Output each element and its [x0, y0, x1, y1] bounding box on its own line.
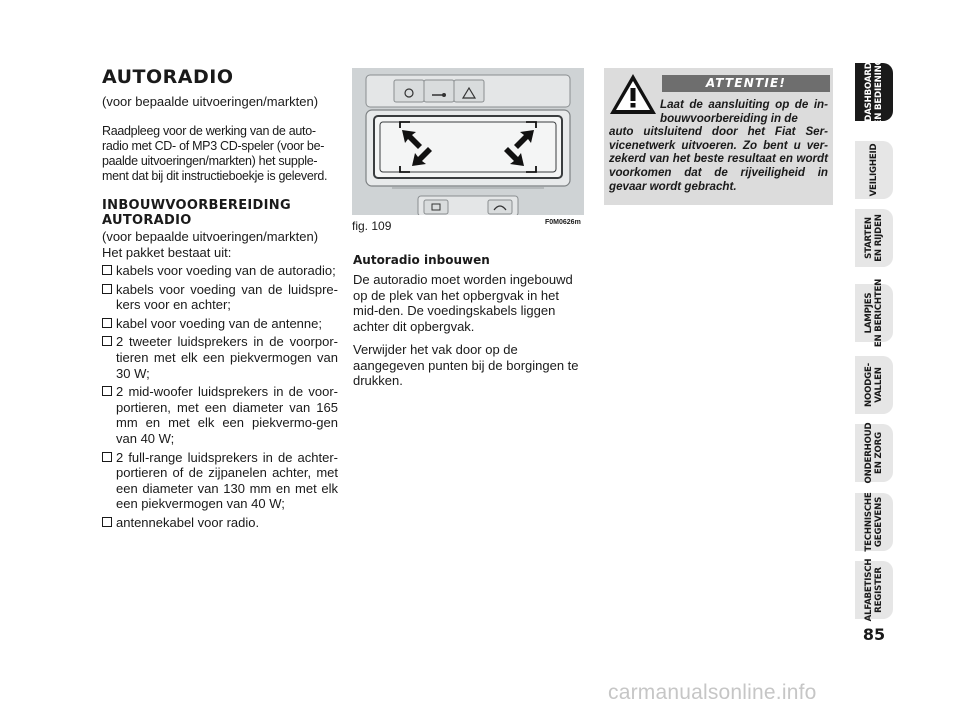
list-item: 2 full-range luidsprekers in de achter-portieren of de zijpanelen achter, met een diameter van 130 mm en met elk een piekvermogen van 40 W; [102, 450, 338, 512]
page-number: 85 [862, 625, 886, 644]
page-title: AUTORADIO [102, 66, 234, 88]
tab-dashboard[interactable]: DASHBOARD EN BEDIENING [855, 63, 893, 121]
install-heading: Autoradio inbouwen [353, 253, 490, 267]
warning-text [609, 98, 828, 193]
checkbox-bullet-icon [102, 318, 112, 328]
warning-text-rest: auto uitsluitend door het Fiat Ser-vicenetwerk uitvoeren. Zo bent u ver-zekerd van het beste resultaat en wordt voorkomen dat de rijveiligheid in gevaar wordt gebracht. [609, 125, 828, 193]
checkbox-bullet-icon [102, 284, 112, 294]
checkbox-bullet-icon [102, 336, 112, 346]
list-item: kabel voor voeding van de antenne; [102, 316, 338, 332]
list-item: 2 tweeter luidsprekers in de voorpor-tieren met elk een piekvermogen van 30 W; [102, 334, 338, 381]
middle-column [353, 253, 585, 397]
left-column [102, 66, 338, 534]
checkbox-bullet-icon [102, 386, 112, 396]
warning-text-first: Laat de aansluiting op de in-bouwvoorbereiding in de [660, 98, 828, 125]
list-item: kabels voor voeding van de luidspre-kers voor en achter; [102, 282, 338, 313]
dashboard-storage-illustration [352, 68, 584, 215]
tab-onderhoud[interactable]: ONDERHOUD EN ZORG [855, 424, 893, 482]
tab-veiligheid[interactable]: VEILIGHEID [855, 141, 893, 199]
package-list [102, 263, 338, 531]
tab-register[interactable]: ALFABETISCH REGISTER [855, 561, 893, 619]
checkbox-bullet-icon [102, 265, 112, 275]
list-item: antennekabel voor radio. [102, 515, 338, 531]
warning-label: ATTENTIE! [662, 75, 830, 92]
checkbox-bullet-icon [102, 517, 112, 527]
tab-noodgevallen[interactable]: NOODGE- VALLEN [855, 356, 893, 414]
section-title: INBOUWVOORBEREIDING AUTORADIO [102, 198, 291, 228]
intro-paragraph: Raadpleeg voor de werking van de auto-radio met CD- of MP3 CD-speler (voor be-paalde uitvoeringen/markten) het supple-ment dat bij dit instructieboekje is geleverd. [102, 124, 328, 183]
page-subtitle: (voor bepaalde uitvoeringen/markten) [102, 94, 319, 109]
warning-box [604, 68, 833, 205]
install-paragraph: De autoradio moet worden ingebouwd op de plek van het opbergvak in het mid-den. De voedingskabels liggen achter dit opbergvak. [353, 272, 573, 334]
figure-code: F0M0626m [545, 219, 581, 226]
section-subtitle: (voor bepaalde uitvoeringen/markten) [102, 229, 319, 244]
tab-technische[interactable]: TECHNISCHE GEGEVENS [855, 493, 893, 551]
tab-lampjes[interactable]: LAMPJES EN BERICHTEN [855, 284, 893, 342]
install-paragraph: Verwijder het vak door op de aangegeven punten bij de borgingen te drukken. [353, 342, 579, 388]
watermark: carmanualsonline.info [608, 681, 817, 704]
dashboard-drawing [352, 68, 584, 215]
package-intro: Het pakket bestaat uit: [102, 245, 232, 260]
list-item: 2 mid-woofer luidsprekers in de voor-portieren, met een diameter van 165 mm en met elk een piekvermo-gen van 40 W; [102, 384, 338, 446]
tab-starten[interactable]: STARTEN EN RIJDEN [855, 209, 893, 267]
checkbox-bullet-icon [102, 452, 112, 462]
figure-caption: fig. 109 [352, 219, 392, 233]
list-item: kabels voor voeding van de autoradio; [102, 263, 338, 279]
